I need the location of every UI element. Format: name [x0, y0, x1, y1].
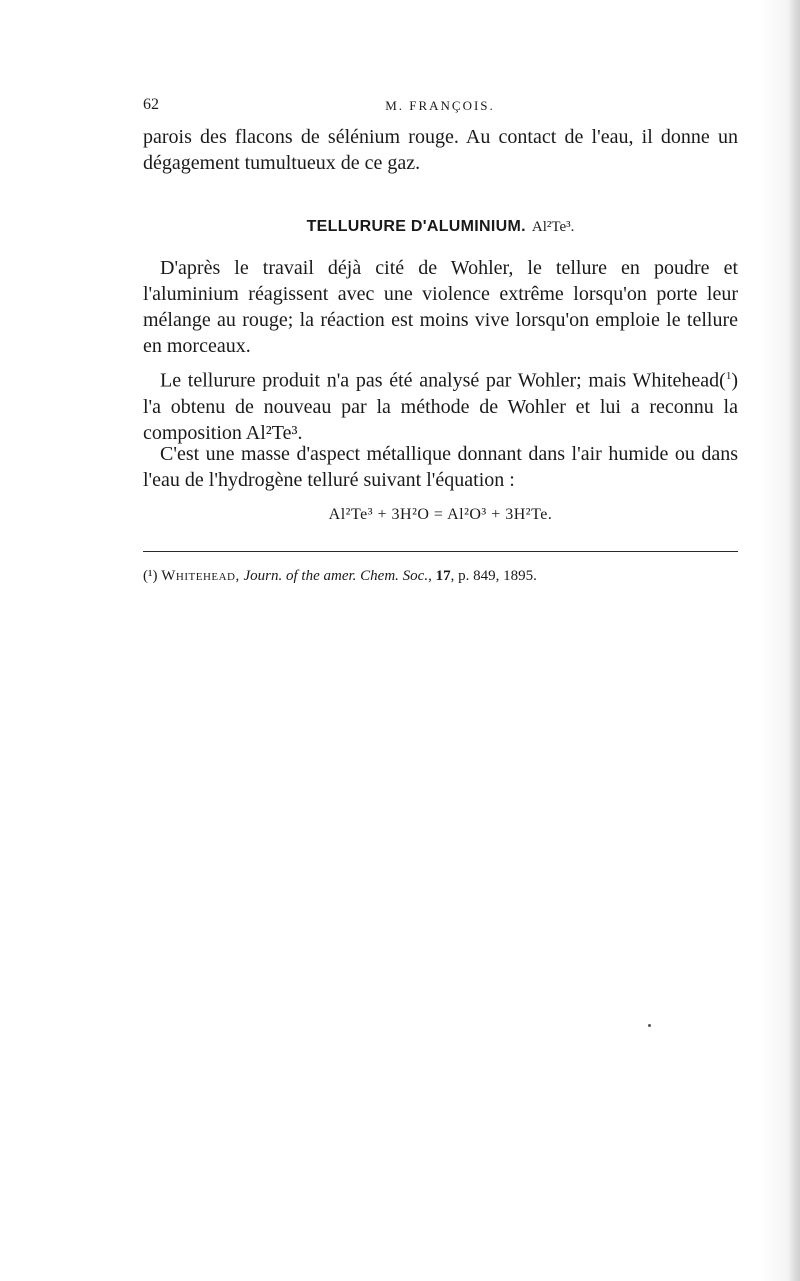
- footnote-reference: 1: [725, 370, 732, 382]
- footnote-marker: (¹): [143, 568, 158, 584]
- page-edge-shadow: [788, 0, 800, 1281]
- paragraph-2: D'après le travail déjà cité de Wohler, le tellure en poudre et l'aluminium réagissent avec une violence extrême lorsqu'on porte leur mélange au rouge; la réaction est moins vive lorsqu'on emploie le tellure en morceaux.: [143, 257, 738, 357]
- footnote-pages-year: , p. 849, 1895.: [450, 568, 537, 584]
- paragraph-3: Le tellurure produit n'a pas été analysé par Wohler; mais Whitehead($^1$) l'a obtenu de nouveau par la méthode de Wohler et lui a reconnu la composition Al²Te³.: [143, 369, 738, 444]
- section-formula: Al²Te³.: [531, 219, 575, 235]
- footnote-author: Whitehead,: [161, 568, 240, 584]
- page-number: 62: [143, 96, 159, 113]
- paragraph-3-text-a: Le tellurure produit n'a pas été analysé par Wohler; mais Whitehead: [160, 369, 720, 392]
- footnote-divider: [143, 551, 738, 552]
- paragraph-4: C'est une masse d'aspect métallique donnant dans l'air humide ou dans l'eau de l'hydrogène telluré suivant l'équation :: [143, 443, 738, 491]
- footnote: [143, 566, 738, 586]
- section-heading: [143, 216, 738, 236]
- ink-speck: [648, 1024, 651, 1027]
- footnote-volume: 17: [435, 568, 451, 584]
- paragraph-3-text-b: l'a obtenu de nouveau par la méthode de Wohler et lui a reconnu la composition Al²Te³.: [143, 395, 738, 444]
- page-header: [143, 96, 737, 118]
- paragraph-1: parois des flacons de sélénium rouge. Au contact de l'eau, il donne un dégagement tumultueux de ce gaz.: [143, 126, 738, 174]
- running-head: M. FRANÇOIS.: [385, 98, 495, 113]
- chemical-equation: Al²Te³ + 3H²O = Al²O³ + 3H²Te.: [328, 506, 553, 523]
- section-title: TELLURURE D'ALUMINIUM.: [306, 218, 526, 235]
- footnote-journal: Journ. of the amer. Chem. Soc.,: [243, 568, 432, 584]
